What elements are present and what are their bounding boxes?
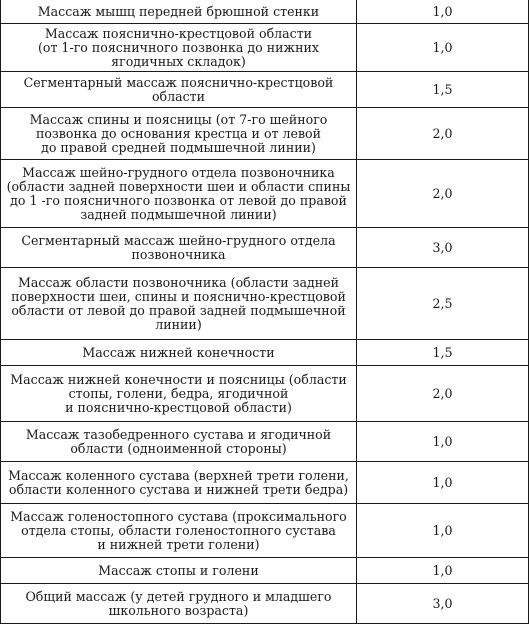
unit-value-cell: 1,5 bbox=[357, 340, 529, 366]
unit-value-cell: 1,0 bbox=[357, 24, 529, 72]
procedure-name-cell: Массаж голеностопного сустава (проксимального отдела стопы, области голеностопного сустава и нижней трети голени) bbox=[1, 504, 357, 558]
unit-value-cell: 1,0 bbox=[357, 504, 529, 558]
table-row bbox=[1, 160, 529, 228]
procedure-name-cell: Сегментарный массаж шейно-грудного отдела позвоночника bbox=[1, 228, 357, 268]
unit-value-cell: 2,5 bbox=[357, 268, 529, 340]
unit-value-cell: 3,0 bbox=[357, 228, 529, 268]
unit-value-cell: 1,0 bbox=[357, 0, 529, 24]
table-row bbox=[1, 558, 529, 584]
unit-value-cell: 3,0 bbox=[357, 584, 529, 624]
procedure-name-cell: Массаж шейно-грудного отдела позвоночника (области задней поверхности шеи и области спины до 1 -го поясничного позвонка от левой до правой задней подмышечной линии) bbox=[1, 160, 357, 228]
procedure-name-cell: Массаж стопы и голени bbox=[1, 558, 357, 584]
table-row bbox=[1, 268, 529, 340]
unit-value-cell: 1,0 bbox=[357, 422, 529, 462]
table-row bbox=[1, 462, 529, 504]
procedure-name-cell: Массаж нижней конечности и поясницы (области стопы, голени, бедра, ягодичной и пояснично-крестцовой области) bbox=[1, 366, 357, 422]
table-row bbox=[1, 24, 529, 72]
procedure-name-cell: Общий массаж (у детей грудного и младшего школьного возраста) bbox=[1, 584, 357, 624]
unit-value-cell: 2,0 bbox=[357, 160, 529, 228]
unit-value-cell: 1,0 bbox=[357, 558, 529, 584]
procedure-name-cell: Сегментарный массаж пояснично-крестцовой области bbox=[1, 72, 357, 108]
unit-value-cell: 1,0 bbox=[357, 462, 529, 504]
unit-value-cell: 2,0 bbox=[357, 366, 529, 422]
table-row bbox=[1, 422, 529, 462]
table-row bbox=[1, 366, 529, 422]
procedure-name-cell: Массаж области позвоночника (области задней поверхности шеи, спины и пояснично-крестцовой области от левой до правой задней подмышечной линии) bbox=[1, 268, 357, 340]
table-row bbox=[1, 340, 529, 366]
procedure-name-cell: Массаж коленного сустава (верхней трети голени, области коленного сустава и нижней трети бедра) bbox=[1, 462, 357, 504]
procedure-name-cell: Массаж пояснично-крестцовой области (от 1-го поясничного позвонка до нижних ягодичных складок) bbox=[1, 24, 357, 72]
unit-value-cell: 2,0 bbox=[357, 108, 529, 160]
table-row bbox=[1, 504, 529, 558]
table-row bbox=[1, 108, 529, 160]
procedure-name-cell: Массаж тазобедренного сустава и ягодичной области (одноименной стороны) bbox=[1, 422, 357, 462]
table-row bbox=[1, 72, 529, 108]
procedure-name-cell: Массаж мышц передней брюшной стенки bbox=[1, 0, 357, 24]
unit-value-cell: 1,5 bbox=[357, 72, 529, 108]
procedure-name-cell: Массаж спины и поясницы (от 7-го шейного позвонка до основания крестца и от левой до правой средней подмышечной линии) bbox=[1, 108, 357, 160]
table-row bbox=[1, 0, 529, 24]
table-row bbox=[1, 228, 529, 268]
procedure-name-cell: Массаж нижней конечности bbox=[1, 340, 357, 366]
table-row bbox=[1, 584, 529, 624]
